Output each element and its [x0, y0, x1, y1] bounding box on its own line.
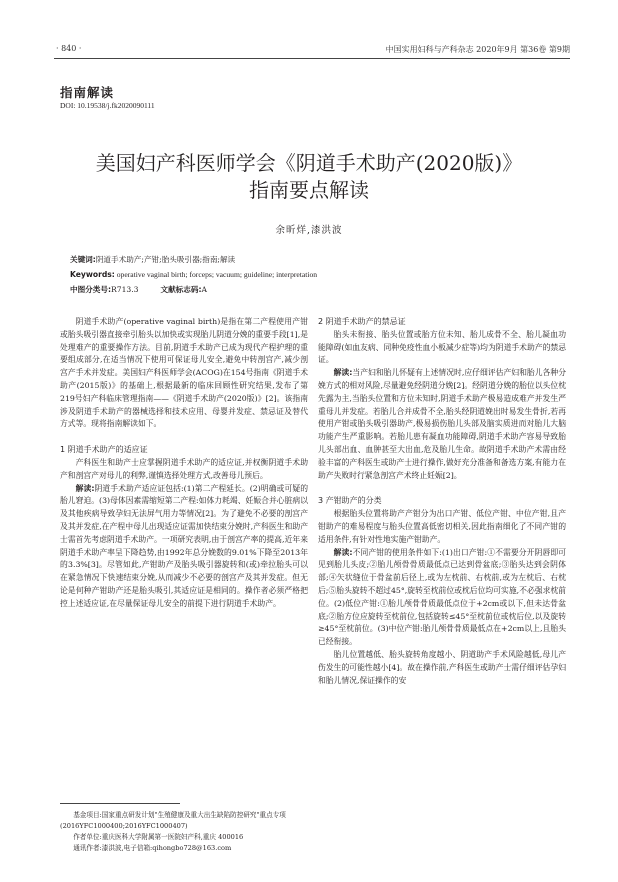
keywords-en-label: Keywords: — [70, 270, 115, 279]
section-2-paragraph-2 — [318, 367, 566, 482]
funding-note: 基金项目:国家重点研发计划"生殖健康及重大出生缺陷防控研究"重点专项(2016YFC1000400;2016YFC1000407) — [60, 811, 286, 830]
section-1-paragraph-2 — [60, 483, 308, 611]
clc-label: 中图分类号: — [70, 285, 112, 294]
section-1-paragraph-1: 产科医生和助产士应掌握阴道手术助产的适应证,并权衡阴道手术助产和剖宫产对母儿的利弊,谨慎选择处理方式,改善母儿预后。 — [60, 457, 308, 480]
doi: DOI: 10.19538/j.fk2020090111 — [60, 101, 155, 110]
journal-running-head: 中国实用妇科与产科杂志 2020年9月 第36卷 第9期 — [385, 45, 570, 54]
section-2-heading: 2 阴道手术助产的禁忌证 — [318, 317, 406, 326]
doc-code-label: 文献标志码: — [160, 285, 202, 294]
section-3-paragraph-2 — [318, 547, 566, 649]
section-2-paragraph-2-text: 当产妇和胎儿怀疑有上述情况时,应仔细评估产妇和胎儿各种分娩方式的相对风险,尽量避免经阴道分娩[2]。经阴道分娩的胎位以头位枕先露为主,当胎头位置和方位未知时,阴道手术助产极易造成难产并发生严重母儿并发症。若胎儿合并成骨不全,胎头经阴道娩出时易发生骨折,若再使用产钳或胎头吸引器助产,极易损伤胎儿头部及脑实质进而对胎儿大脑功能产生严重影响。若胎儿患有凝血功能障碍,阴道手术助产容易导致胎儿头部出血、血肿甚至大出血,危及胎儿生命。故阴道手术助产术需由经验丰富的产科医生或助产士进行操作,做好充分准备和备选方案,有能力在助产失败时行紧急剖宫产术终止妊娠[2]。 — [318, 368, 566, 480]
keywords-en-text: operative vaginal birth; forceps; vacuum; guideline; interpretation — [116, 270, 318, 279]
doc-code: A — [201, 285, 207, 294]
keywords-en — [70, 268, 570, 281]
right-column — [318, 316, 566, 687]
footnotes — [60, 810, 310, 854]
interpretation-label: 解读: — [333, 547, 353, 557]
column-name: 指南解读 — [60, 85, 115, 100]
article-title-line1: 美国妇产科医师学会《阴道手术助产(2020版)》 — [95, 151, 523, 175]
section-3-paragraph-2-text: 不同产钳的使用条件如下:(1)出口产钳:①不需要分开阴唇即可见到胎儿头皮;②胎儿颅骨骨质最低点已达到骨盆底;③胎头达到会阴体部;④矢状缝位于骨盆前后径上,或为左枕前、右枕前,或为左枕后、右枕后;⑤胎头旋转不超过45°,旋转至枕前位或枕后位均可实施,不必强求枕前位。(2)低位产钳:①胎儿颅骨骨质最低点位于+2cm或以下,但未达骨盆底;②胎方位应旋转至枕前位,包括旋转≤45°至枕前位或枕后位,以及旋转≥45°至枕前位。(3)中位产钳:胎儿颅骨骨质最低点在+2cm以上,且胎头已经衔接。 — [318, 547, 567, 647]
section-2-paragraph-1: 胎头未衔接、胎头位置或胎方位未知、胎儿成骨不全、胎儿凝血功能障碍(如血友病、同种免疫性血小板减少症等)均为阴道手术助产的禁忌证。 — [318, 329, 566, 365]
classification — [70, 283, 570, 296]
correspondence-note: 通讯作者:漆洪波,电子信箱:qihongbo728@163.com — [73, 844, 232, 852]
affiliation-note: 作者单位:重庆医科大学附属第一医院妇产科,重庆 400016 — [73, 833, 244, 841]
section-1-heading: 1 阴道手术助产的适应证 — [60, 445, 148, 455]
article-title-line2: 指南要点解读 — [249, 178, 369, 202]
keywords-cn-label: 关键词: — [70, 255, 96, 264]
keywords-cn-text: 阴道手术助产;产钳;胎头吸引器;指南;解读 — [95, 255, 236, 264]
section-3-paragraph-1: 根据胎头位置将助产产钳分为出口产钳、低位产钳、中位产钳,且产钳助产的难易程度与胎头位置高低密切相关,因此指南细化了不同产钳的适用条件,有针对性地实施产钳助产。 — [318, 509, 566, 544]
footnote-rule — [60, 803, 180, 804]
header-rule — [54, 58, 570, 59]
intro-paragraph: 阴道手术助产(operative vaginal birth)是指在第二产程使用产钳或胎头吸引器直接牵引胎头以加快或实现胎儿阴道分娩的重要手段[1],是处理难产的重要操作方法。目前,阴道手术助产已成为现代产程护理的重要组成部分,在适当情况下使用可保证母儿安全,避免中转剖宫产,减少剖宫产手术并发症。美国妇产科医师学会(ACOG)在154号指南《阴道手术助产(2015版)》的基础上,根据最新的临床回顾性研究结果,发布了第219号妇产科临床管理指南——《阴道手术助产(2020版)》[2]。该指南涉及阴道手术助产的器械选择和技术应用、母婴并发症、禁忌证及替代方式等。现将指南解读如下。 — [60, 317, 308, 429]
section-3-heading: 3 产钳助产的分类 — [318, 496, 382, 506]
section-1-paragraph-2-text: 阴道手术助产适应证包括:(1)第二产程延长。(2)明确或可疑的胎儿窘迫。(3)母体因素需缩短第二产程:如体力耗竭、妊娠合并心脏病以及其他疾病导致孕妇无法屏气用力等情况[2]。为了避免不必要的剖宫产及其并发症,在产程中母儿出现适应证需加快结束分娩时,产科医生和助产士需首先考虑阴道手术助产。一项研究表明,由于剖宫产率的提高,近年来阴道手术助产率呈下降趋势,由1992年总分娩数的9.01%下降至2013年的3.3%[3]。尽管如此,产钳助产及胎头吸引器旋转和(或)牵拉胎头可以在紧急情况下快速结束分娩,从而减少不必要的剖宫产及其并发症。但无论是何种产钳助产还是胎头吸引,其适应证是相同的。操作者必须严格把控上述适应证,在尽量保证母儿安全的前提下进行阴道手术助产。 — [60, 483, 308, 608]
interpretation-label: 解读: — [75, 483, 95, 493]
clc-code: R713.3 — [111, 285, 139, 294]
section-3-paragraph-3: 胎儿位置越低、胎头旋转角度越小、阴道助产手术风险越低,母儿产伤发生的可能性越小[4]。故在操作前,产科医生或助产士需仔细评估孕妇和胎儿情况,保证操作的安 — [318, 649, 566, 685]
page-number: · 840 · — [56, 44, 82, 53]
interpretation-label: 解读: — [333, 368, 353, 378]
keywords-cn — [70, 253, 570, 266]
left-column — [60, 316, 308, 611]
authors: 余昕烊,漆洪波 — [275, 225, 343, 236]
